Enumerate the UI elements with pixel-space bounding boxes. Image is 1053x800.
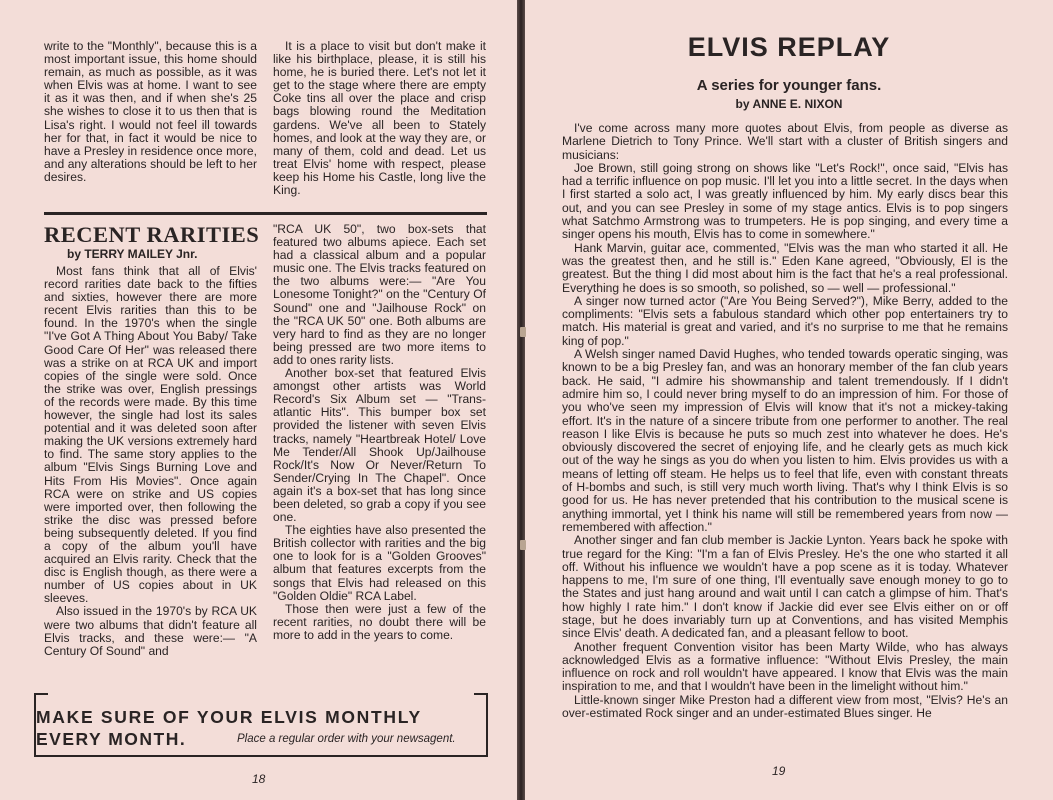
paragraph: Most fans think that all of Elvis' record rarities date back to the fifties and sixties, however there are more recent Elvis rarities than this to be found. In the 1970's when the single "I've Got A Thing About You Baby/ Take Good Care Of Her" was released there was a strike on at RCA UK and import copies of the single were sold. Once the strike was over, English pressings of the records were made. By this time however, the single had lost its sales potential and it was deleted soon after making the UK versions extremely hard to find. The same story applies to the album "Elvis Sings Burning Love and Hits From His Movies". Once again RCA were on strike and US copies were imported over, then following the strike the disc was pressed before being subsequently deleted. If you find a copy of the album you'll have acquired an Elvis rarity. Check that the disc is English though, as there were a number of US copies about in UK sleeves.	[44, 264, 257, 606]
letter-text-2: It is a place to visit but don't make it like his birthplace, please, it is still his home, he is buried there. Let's not let it get to the stage where there are empty Coke tins all over the place and crisp bags blowing round the Meditation gardens. We've all been to Stately homes, and look at the way they are, or many of them, cold and dead. Let us treat Elvis' home with respect, please keep his Home his Castle, long live the King.	[273, 39, 486, 198]
page-number-left: 18	[252, 772, 266, 786]
letter-column-1	[44, 40, 257, 184]
gutter	[517, 0, 525, 800]
letter-text-1: write to the "Monthly", because this is a most important issue, this home should remain, as much as possible, as it was when Elvis was at home. I want to see it as it was then, and if when she's 25 she wishes to close it to us then that is Lisa's right. I would not feel ill towards her for that, in fact it would be nice to have a Presley in residence once more, and any alterations should be left to her desires.	[44, 39, 257, 184]
paragraph: Hank Marvin, guitar ace, commented, "Elvis was the man who started it all. He was the greatest then, and he still is." Eden Kane agreed, "Obviously, El is the greatest. But the thing I did most about him is the fact that he's a real professional. Everything he does is so smooth, so polished, so — well — professional."	[562, 240, 1008, 295]
section-divider	[44, 212, 487, 215]
article-subtitle: A series for younger fans.	[696, 77, 882, 94]
staple	[520, 327, 526, 337]
article-title-right: ELVIS REPLAY	[687, 32, 891, 62]
paragraph: A Welsh singer named David Hughes, who tended towards operatic singing, was known to be a big Presley fan, and was an honorary member of the fan club years back. He said, "I admire his showmanship and talent tremendously. If I didn't admire him so, I could never bring myself to do an impression of him. For those of you who've seen my impression of Elvis will know that it's not a mickey-taking effort. It's in the nature of a sincere tribute from one performer to another. The real reason I like Elvis is because he puts so much zest into whatever he does. He's obviously discovered the secret of enjoying life, and he clearly gets as much kick out of the way he sings as you do when you listen to him. Elvis provides us with a means of letting off steam. He helps us to feel that life, even with constant threats of H-bombs and such, is still very much worth living. That's why I think Elvis is so good for us. He has never pretended that his contribution to the musical scene is anything immortal, yet I think his name will still be remembered years from now — remembered with affection."	[562, 347, 1008, 534]
paragraph: The eighties have also presented the British collector with rarities and the big one to look for is a "Golden Grooves" album that features excerpts from the songs that Elvis had released on this "Golden Oldie" RCA Label.	[273, 523, 486, 603]
paragraph: Another singer and fan club member is Jackie Lynton. Years back he spoke with true regard for the King: "I'm a fan of Elvis Presley. He's the one who started it all off. Without his influence we wouldn't have a pop scene as it is today. Whatever happens to me, I'm sure of one thing, I'll eventually save enough money to go to the States and just hang around and wait until I can catch a glimpse of him. That's how highly I rate him." I don't know if Jackie did ever see Elvis either on or off stage, but he does invariably turn up at Conventions, and has visited Memphis since Elvis' death. A dedicated fan, and a pleasant fellow to boot.	[562, 533, 1008, 641]
rarities-column-2	[273, 223, 486, 642]
ad-headline: MAKE SURE OF YOUR ELVIS MONTHLY	[36, 707, 422, 727]
paragraph: Joe Brown, still going strong on shows like "Let's Rock!", once said, "Elvis has had a terrific influence on pop music. I'll let you into a little secret. In the days when I first started a solo act, I was greatly influenced by him. My early discs bear this out, and you can see Presley in some of my stage antics. Elvis is to pop singers what Satchmo Armstrong was to trumpeters. He is pop singing, and every time a singer opens his mouth, Elvis has to come in somewhere."	[562, 160, 1008, 242]
ad-tagline: Place a regular order with your newsagent.	[237, 733, 456, 745]
article-byline: by TERRY MAILEY Jnr.	[67, 247, 198, 261]
page-number-right: 19	[772, 764, 786, 778]
paragraph: Also issued in the 1970's by RCA UK were two albums that didn't feature all Elvis tracks, and these were:— "A Century Of Sound" and	[44, 604, 257, 658]
paragraph: "RCA UK 50", two box-sets that featured two albums apiece. Each set had a classical album and a popular music one. The Elvis tracks featured on the two albums were:— "Are You Lonesome Tonight?" on the "Century Of Sound" one and "Jailhouse Rock" on the "RCA UK 50" one. Both albums are very hard to find as they are no longer being pressed are two more items to add to ones rarity lists.	[273, 222, 486, 367]
subscription-ad-box	[34, 693, 488, 757]
article-byline-right: by ANNE E. NIXON	[735, 97, 843, 111]
paragraph: I've come across many more quotes about Elvis, from people as diverse as Marlene Dietrich to Tony Prince. We'll start with a cluster of British singers and musicians:	[562, 121, 1008, 162]
paragraph: Another frequent Convention visitor has been Marty Wilde, who has always acknowledged Elvis as a formative influence: "Without Elvis Presley, the main influence on rock and roll wouldn't have appeared. I know that Elvis was the main inspiration to me, and that I wouldn't have been in the limelight without him."	[562, 639, 1008, 694]
paragraph: Little-known singer Mike Preston had a different view from most, "Elvis? He's an over-estimated Rock singer and an under-estimated Blues singer. He	[562, 692, 1008, 721]
staple	[520, 540, 526, 550]
letter-column-2	[273, 40, 486, 197]
ad-headline-2: EVERY MONTH.	[36, 729, 187, 749]
rarities-column-1	[44, 265, 257, 658]
paragraph: A singer now turned actor ("Are You Being Served?"), Mike Berry, added to the compliments: "Elvis sets a fabulous standard which other pop entertainers try to match. His material is great and varied, and it's no surprise to me that he remains king of pop."	[562, 293, 1008, 348]
replay-body	[562, 122, 1008, 720]
paragraph: Another box-set that featured Elvis amongst other artists was World Record's Six Album set — "Trans-atlantic Hits". This bumper box set provided the listener with seven Elvis tracks, namely "Heartbreak Hotel/ Love Me Tender/All Shook Up/Jailhouse Rock/It's Now Or Never/Return To Sender/Crying In The Chapel". Once again it's a box-set that has long since been deleted, so grab a copy if you see one.	[273, 366, 486, 525]
article-title: RECENT RARITIES	[44, 222, 260, 247]
paragraph: Those then were just a few of the recent rarities, no doubt there will be more to add in the years to come.	[273, 601, 486, 642]
